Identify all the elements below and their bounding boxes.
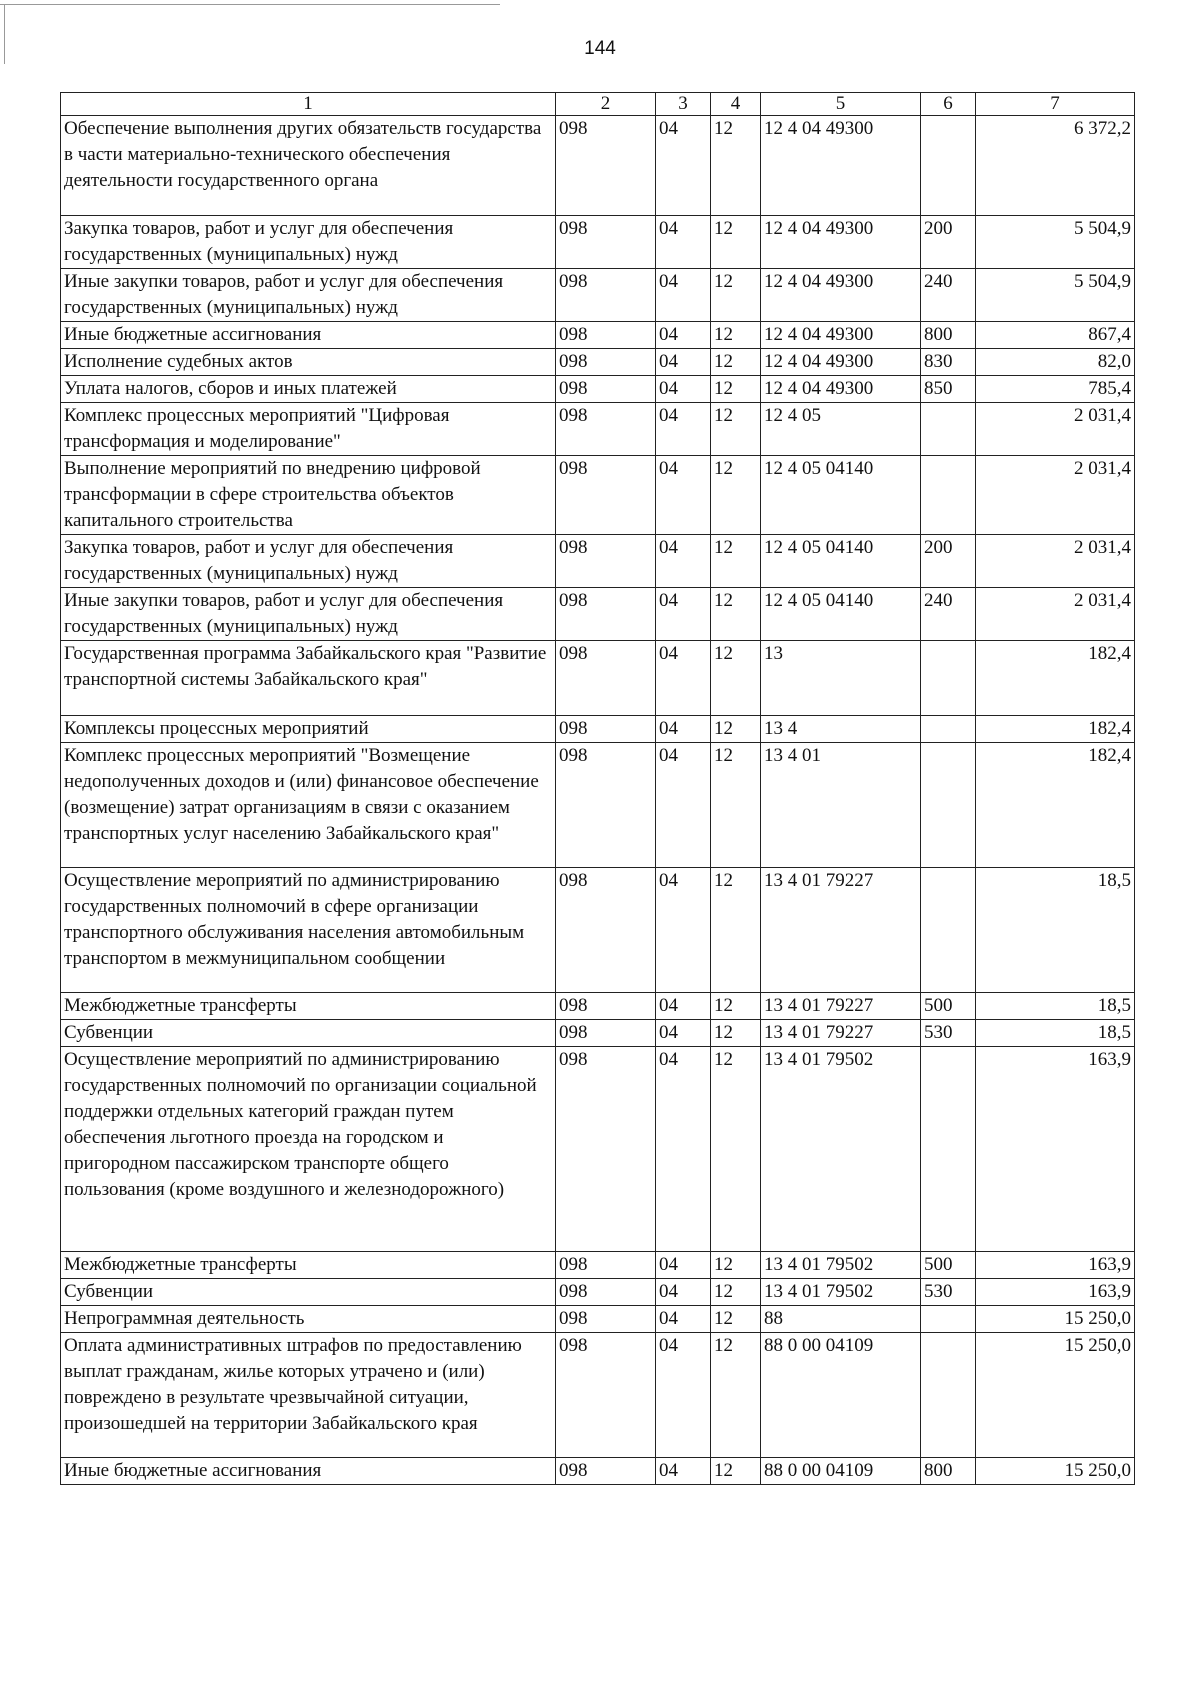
item-name: Исполнение судебных актов (61, 349, 556, 376)
table-row (61, 1020, 1135, 1047)
table-row (61, 456, 1135, 535)
subsection-code: 12 (711, 116, 761, 216)
admin-code: 098 (556, 1047, 656, 1252)
subsection-code: 12 (711, 588, 761, 641)
scan-edge-top (0, 4, 500, 5)
amount: 5 504,9 (976, 216, 1135, 269)
amount: 15 250,0 (976, 1333, 1135, 1458)
page-number: 144 (584, 38, 616, 59)
expense-type-code: 830 (921, 349, 976, 376)
expense-type-code (921, 1306, 976, 1333)
amount: 867,4 (976, 322, 1135, 349)
subsection-code: 12 (711, 1020, 761, 1047)
target-article-code: 12 4 04 49300 (761, 269, 921, 322)
item-name: Иные бюджетные ассигнования (61, 1458, 556, 1485)
section-code: 04 (656, 588, 711, 641)
section-code: 04 (656, 641, 711, 716)
section-code: 04 (656, 993, 711, 1020)
expense-type-code: 500 (921, 993, 976, 1020)
expense-type-code (921, 1047, 976, 1252)
section-code: 04 (656, 743, 711, 868)
subsection-code: 12 (711, 1047, 761, 1252)
item-name: Межбюджетные трансферты (61, 993, 556, 1020)
item-name: Оплата административных штрафов по предоставлению выплат гражданам, жилье которых утрачено и (или) повреждено в результате чрезвычайной ситуации, произошедшей на территории Забайкальского края (61, 1333, 556, 1458)
admin-code: 098 (556, 1306, 656, 1333)
admin-code: 098 (556, 456, 656, 535)
column-header: 6 (921, 93, 976, 116)
column-header: 3 (656, 93, 711, 116)
section-code: 04 (656, 1047, 711, 1252)
amount: 182,4 (976, 641, 1135, 716)
admin-code: 098 (556, 403, 656, 456)
target-article-code: 13 4 01 79502 (761, 1279, 921, 1306)
section-code: 04 (656, 1252, 711, 1279)
admin-code: 098 (556, 868, 656, 993)
target-article-code: 12 4 04 49300 (761, 322, 921, 349)
subsection-code: 12 (711, 269, 761, 322)
table-body (61, 116, 1135, 1485)
table-row (61, 716, 1135, 743)
admin-code: 098 (556, 1458, 656, 1485)
target-article-code: 12 4 04 49300 (761, 349, 921, 376)
table-row (61, 1333, 1135, 1458)
subsection-code: 12 (711, 216, 761, 269)
column-header: 5 (761, 93, 921, 116)
admin-code: 098 (556, 993, 656, 1020)
expense-type-code (921, 403, 976, 456)
table-row (61, 1458, 1135, 1485)
amount: 2 031,4 (976, 588, 1135, 641)
section-code: 04 (656, 269, 711, 322)
table-row (61, 641, 1135, 716)
table-row (61, 535, 1135, 588)
admin-code: 098 (556, 322, 656, 349)
amount: 2 031,4 (976, 535, 1135, 588)
item-name: Иные закупки товаров, работ и услуг для обеспечения государственных (муниципальных) нужд (61, 588, 556, 641)
section-code: 04 (656, 216, 711, 269)
subsection-code: 12 (711, 535, 761, 588)
admin-code: 098 (556, 1020, 656, 1047)
item-name: Межбюджетные трансферты (61, 1252, 556, 1279)
amount: 18,5 (976, 868, 1135, 993)
target-article-code: 12 4 04 49300 (761, 116, 921, 216)
expense-type-code: 240 (921, 588, 976, 641)
expense-type-code: 530 (921, 1279, 976, 1306)
item-name: Комплекс процессных мероприятий "Цифровая трансформация и моделирование" (61, 403, 556, 456)
amount: 18,5 (976, 993, 1135, 1020)
amount: 15 250,0 (976, 1306, 1135, 1333)
section-code: 04 (656, 322, 711, 349)
expense-type-code (921, 743, 976, 868)
section-code: 04 (656, 403, 711, 456)
subsection-code: 12 (711, 716, 761, 743)
expense-type-code (921, 1333, 976, 1458)
subsection-code: 12 (711, 743, 761, 868)
item-name: Закупка товаров, работ и услуг для обеспечения государственных (муниципальных) нужд (61, 535, 556, 588)
subsection-code: 12 (711, 1252, 761, 1279)
amount: 163,9 (976, 1279, 1135, 1306)
admin-code: 098 (556, 1252, 656, 1279)
section-code: 04 (656, 716, 711, 743)
table-row (61, 743, 1135, 868)
expense-type-code: 530 (921, 1020, 976, 1047)
expense-type-code (921, 456, 976, 535)
amount: 18,5 (976, 1020, 1135, 1047)
amount: 182,4 (976, 716, 1135, 743)
column-header: 4 (711, 93, 761, 116)
amount: 6 372,2 (976, 116, 1135, 216)
table-row (61, 1279, 1135, 1306)
budget-table (60, 92, 1135, 1485)
item-name: Иные бюджетные ассигнования (61, 322, 556, 349)
amount: 785,4 (976, 376, 1135, 403)
target-article-code: 12 4 05 04140 (761, 456, 921, 535)
item-name: Государственная программа Забайкальского края "Развитие транспортной системы Забайкальского края" (61, 641, 556, 716)
item-name: Обеспечение выполнения других обязательств государства в части материально-технического обеспечения деятельности государственного органа (61, 116, 556, 216)
item-name: Осуществление мероприятий по администрированию государственных полномочий в сфере организации транспортного обслуживания населения автомобильным транспортом в межмуниципальном сообщении (61, 868, 556, 993)
subsection-code: 12 (711, 376, 761, 403)
section-code: 04 (656, 456, 711, 535)
expense-type-code: 800 (921, 322, 976, 349)
subsection-code: 12 (711, 403, 761, 456)
admin-code: 098 (556, 535, 656, 588)
table-row (61, 116, 1135, 216)
section-code: 04 (656, 1020, 711, 1047)
subsection-code: 12 (711, 1279, 761, 1306)
admin-code: 098 (556, 641, 656, 716)
subsection-code: 12 (711, 993, 761, 1020)
section-code: 04 (656, 1333, 711, 1458)
table-row (61, 1306, 1135, 1333)
admin-code: 098 (556, 743, 656, 868)
amount: 2 031,4 (976, 456, 1135, 535)
target-article-code: 12 4 05 04140 (761, 535, 921, 588)
section-code: 04 (656, 116, 711, 216)
table-row (61, 269, 1135, 322)
target-article-code: 13 4 01 79502 (761, 1252, 921, 1279)
subsection-code: 12 (711, 349, 761, 376)
item-name: Осуществление мероприятий по администрированию государственных полномочий по организации социальной поддержки отдельных категорий граждан путем обеспечения льготного проезда на городском и пригородном пассажирском транспорте общего пользования (кроме воздушного и железнодорожного) (61, 1047, 556, 1252)
admin-code: 098 (556, 588, 656, 641)
amount: 182,4 (976, 743, 1135, 868)
column-header: 2 (556, 93, 656, 116)
item-name: Субвенции (61, 1279, 556, 1306)
target-article-code: 13 4 01 79502 (761, 1047, 921, 1252)
header-row (61, 93, 1135, 116)
admin-code: 098 (556, 216, 656, 269)
admin-code: 098 (556, 116, 656, 216)
amount: 163,9 (976, 1252, 1135, 1279)
amount: 15 250,0 (976, 1458, 1135, 1485)
section-code: 04 (656, 535, 711, 588)
expense-type-code: 240 (921, 269, 976, 322)
table-row (61, 216, 1135, 269)
table-row (61, 1047, 1135, 1252)
target-article-code: 12 4 05 04140 (761, 588, 921, 641)
expense-type-code: 850 (921, 376, 976, 403)
item-name: Комплекс процессных мероприятий "Возмещение недополученных доходов и (или) финансовое обеспечение (возмещение) затрат организациям в связи с оказанием транспортных услуг населению Забайкальского края" (61, 743, 556, 868)
table-row (61, 322, 1135, 349)
table-row (61, 403, 1135, 456)
section-code: 04 (656, 1279, 711, 1306)
target-article-code: 13 (761, 641, 921, 716)
table-row (61, 376, 1135, 403)
item-name: Уплата налогов, сборов и иных платежей (61, 376, 556, 403)
subsection-code: 12 (711, 322, 761, 349)
target-article-code: 88 0 00 04109 (761, 1333, 921, 1458)
expense-type-code (921, 716, 976, 743)
table-row (61, 1252, 1135, 1279)
expense-type-code: 800 (921, 1458, 976, 1485)
amount: 5 504,9 (976, 269, 1135, 322)
target-article-code: 13 4 01 79227 (761, 868, 921, 993)
section-code: 04 (656, 376, 711, 403)
item-name: Закупка товаров, работ и услуг для обеспечения государственных (муниципальных) нужд (61, 216, 556, 269)
admin-code: 098 (556, 1333, 656, 1458)
subsection-code: 12 (711, 456, 761, 535)
item-name: Комплексы процессных мероприятий (61, 716, 556, 743)
section-code: 04 (656, 1306, 711, 1333)
table-row (61, 588, 1135, 641)
admin-code: 098 (556, 716, 656, 743)
column-header: 7 (976, 93, 1135, 116)
target-article-code: 88 (761, 1306, 921, 1333)
target-article-code: 88 0 00 04109 (761, 1458, 921, 1485)
target-article-code: 12 4 05 (761, 403, 921, 456)
target-article-code: 12 4 04 49300 (761, 376, 921, 403)
item-name: Субвенции (61, 1020, 556, 1047)
expense-type-code: 500 (921, 1252, 976, 1279)
target-article-code: 13 4 01 79227 (761, 1020, 921, 1047)
target-article-code: 12 4 04 49300 (761, 216, 921, 269)
admin-code: 098 (556, 349, 656, 376)
table-row (61, 349, 1135, 376)
section-code: 04 (656, 349, 711, 376)
table-row (61, 993, 1135, 1020)
admin-code: 098 (556, 376, 656, 403)
item-name: Выполнение мероприятий по внедрению цифровой трансформации в сфере строительства объектов капитального строительства (61, 456, 556, 535)
admin-code: 098 (556, 1279, 656, 1306)
amount: 82,0 (976, 349, 1135, 376)
expense-type-code (921, 641, 976, 716)
item-name: Непрограммная деятельность (61, 1306, 556, 1333)
subsection-code: 12 (711, 1458, 761, 1485)
section-code: 04 (656, 1458, 711, 1485)
expense-type-code: 200 (921, 216, 976, 269)
expense-type-code (921, 868, 976, 993)
expense-type-code: 200 (921, 535, 976, 588)
target-article-code: 13 4 01 79227 (761, 993, 921, 1020)
amount: 163,9 (976, 1047, 1135, 1252)
subsection-code: 12 (711, 868, 761, 993)
target-article-code: 13 4 01 (761, 743, 921, 868)
subsection-code: 12 (711, 1306, 761, 1333)
table-row (61, 868, 1135, 993)
target-article-code: 13 4 (761, 716, 921, 743)
subsection-code: 12 (711, 641, 761, 716)
amount: 2 031,4 (976, 403, 1135, 456)
item-name: Иные закупки товаров, работ и услуг для обеспечения государственных (муниципальных) нужд (61, 269, 556, 322)
column-header: 1 (61, 93, 556, 116)
section-code: 04 (656, 868, 711, 993)
subsection-code: 12 (711, 1333, 761, 1458)
admin-code: 098 (556, 269, 656, 322)
expense-type-code (921, 116, 976, 216)
